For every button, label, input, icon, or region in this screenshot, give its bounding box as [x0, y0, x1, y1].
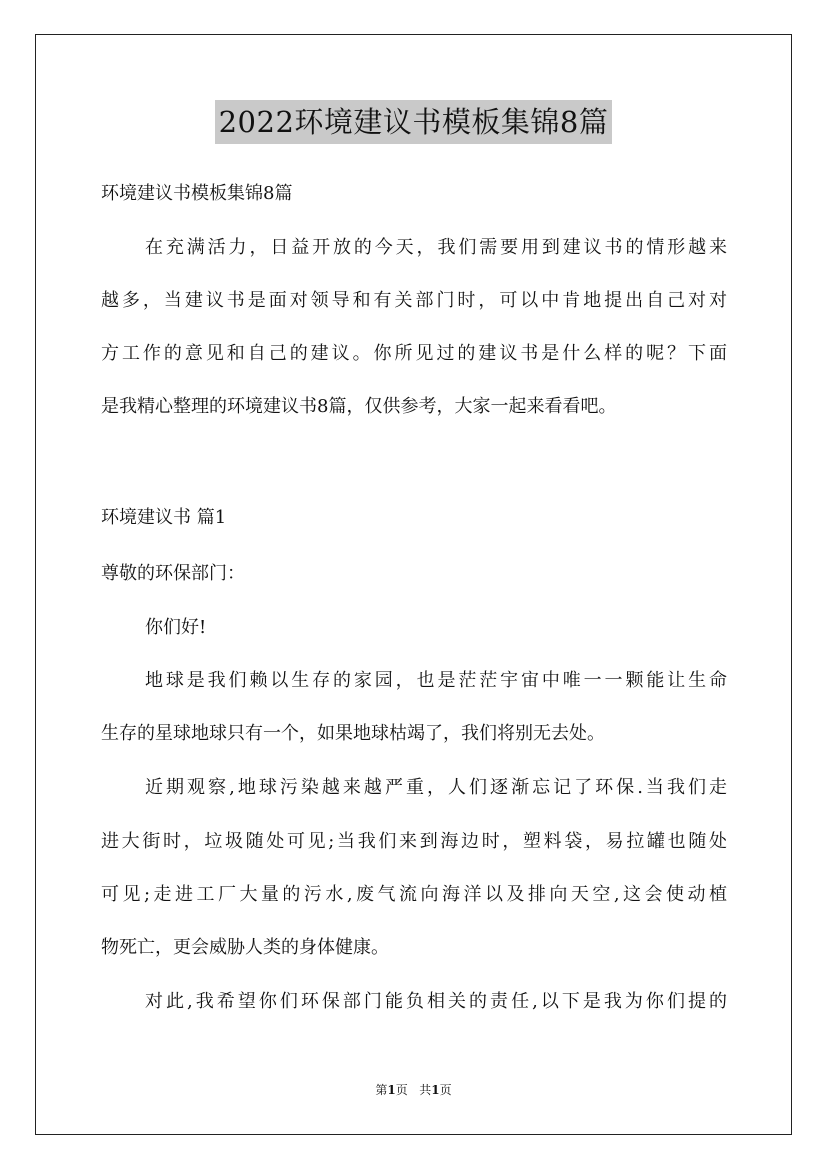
page-footer — [0, 1082, 827, 1098]
intro-line-2: 越多，当建议书是面对领导和有关部门时，可以中肯地提出自己对对 — [101, 290, 727, 311]
page-label-prefix: 第 — [375, 1083, 388, 1097]
paragraph-2-line-2: 进大街时，垃圾随处可见;当我们来到海边时，塑料袋，易拉罐也随处 — [101, 831, 727, 852]
paragraph-3-line-1: 对此,我希望你们环保部门能负相关的责任,以下是我为你们提的 — [145, 991, 727, 1012]
paragraph-1-line-2: 生存的星球地球只有一个，如果地球枯竭了，我们将别无去处。 — [101, 723, 605, 744]
total-pages: 1 — [431, 1083, 440, 1097]
intro-line-1: 在充满活力，日益开放的今天，我们需要用到建议书的情形越来 — [145, 237, 727, 258]
total-label-suffix: 页 — [439, 1083, 452, 1097]
paragraph-2-line-4: 物死亡，更会威胁人类的身体健康。 — [101, 937, 389, 958]
salutation: 尊敬的环保部门： — [101, 563, 245, 584]
total-label-prefix: 共 — [419, 1083, 432, 1097]
document-subtitle: 环境建议书模板集锦8篇 — [101, 183, 293, 204]
paragraph-1-line-1: 地球是我们赖以生存的家园，也是茫茫宇宙中唯一一颗能让生命 — [145, 670, 727, 691]
page-label-suffix: 页 — [395, 1083, 408, 1097]
section-heading: 环境建议书 篇1 — [101, 507, 227, 528]
intro-line-4: 是我精心整理的环境建议书8篇，仅供参考，大家一起来看看吧。 — [101, 396, 617, 417]
greeting: 你们好! — [145, 617, 207, 638]
intro-line-3: 方工作的意见和自己的建议。你所见过的建议书是什么样的呢？下面 — [101, 343, 727, 364]
document-title-text: 2022环境建议书模板集锦8篇 — [215, 100, 613, 144]
document-title — [0, 100, 827, 144]
page-number: 1 — [387, 1083, 396, 1097]
paragraph-2-line-3: 可见;走进工厂大量的污水,废气流向海洋以及排向天空,这会使动植 — [101, 884, 727, 905]
paragraph-2-line-1: 近期观察,地球污染越来越严重，人们逐渐忘记了环保.当我们走 — [145, 777, 727, 798]
